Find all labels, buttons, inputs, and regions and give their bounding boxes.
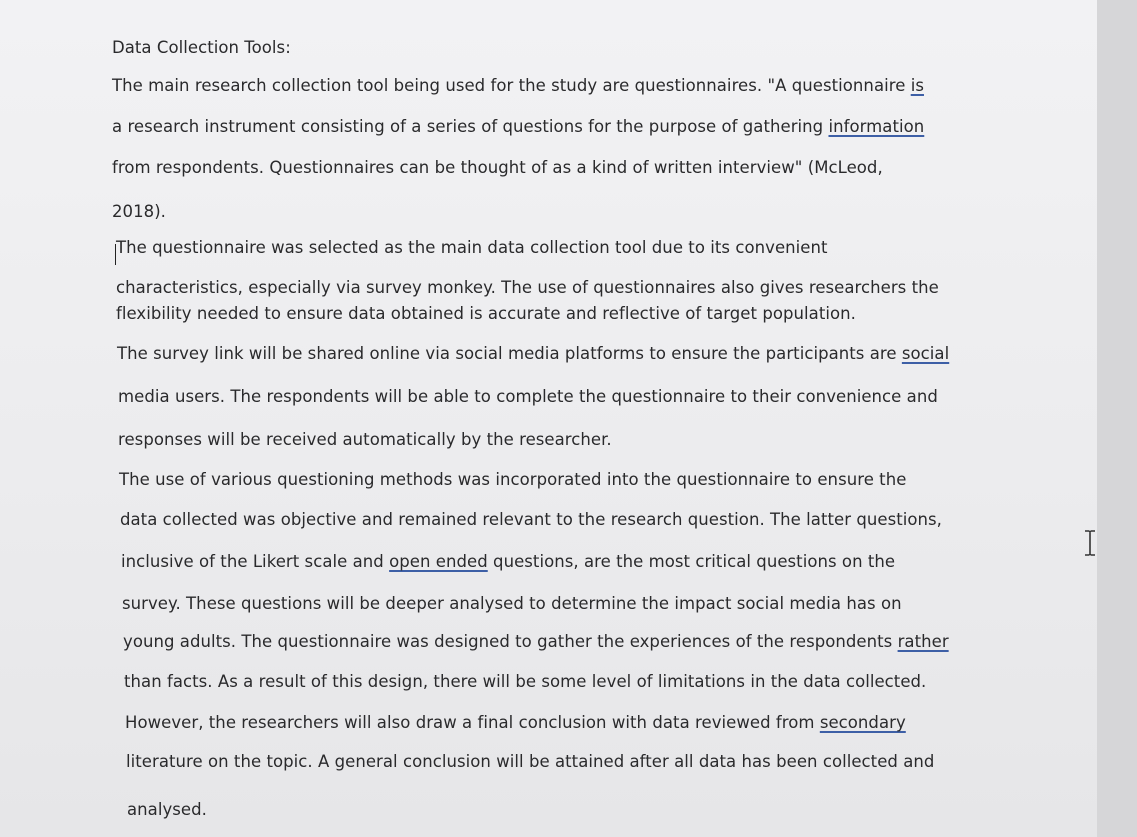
page-margin [1097, 0, 1137, 837]
paragraph-line: responses will be received automatically by the researcher. [118, 430, 612, 449]
paragraph-line: The use of various questioning methods was incorporated into the questionnaire to ensure the [119, 470, 907, 489]
spellcheck-underline: social [901, 344, 950, 363]
section-heading: Data Collection Tools: [112, 38, 291, 57]
paragraph-line: The survey link will be shared online via social media platforms to ensure the participants are social [117, 344, 950, 363]
paragraph-line: analysed. [127, 800, 207, 819]
paragraph-line: a research instrument consisting of a series of questions for the purpose of gathering information [112, 117, 925, 136]
paragraph-line: media users. The respondents will be able to complete the questionnaire to their convenience and [118, 387, 938, 406]
spellcheck-underline: open ended [389, 552, 488, 571]
spellcheck-underline: rather [897, 632, 949, 651]
paragraph-line: 2018). [112, 202, 166, 221]
ibeam-cursor-icon [1082, 530, 1097, 556]
paragraph-line: young adults. The questionnaire was designed to gather the experiences of the respondents rather [123, 632, 949, 651]
paragraph-line: from respondents. Questionnaires can be thought of as a kind of written interview" (McLeod, [112, 158, 883, 177]
paragraph-line: However, the researchers will also draw a final conclusion with data reviewed from secondary [125, 713, 906, 732]
paragraph-line: The main research collection tool being used for the study are questionnaires. "A questionnaire is [112, 76, 924, 95]
paragraph-line: data collected was objective and remained relevant to the research question. The latter questions, [120, 510, 942, 529]
paragraph-line: The questionnaire was selected as the main data collection tool due to its convenient [116, 238, 828, 257]
paragraph-line: inclusive of the Likert scale and open ended questions, are the most critical questions on the [121, 552, 896, 571]
paragraph-line: characteristics, especially via survey monkey. The use of questionnaires also gives researchers the [116, 278, 939, 297]
paragraph-line: literature on the topic. A general conclusion will be attained after all data has been collected and [126, 752, 935, 771]
spellcheck-underline: secondary [819, 713, 906, 732]
paragraph-line: flexibility needed to ensure data obtained is accurate and reflective of target population. [116, 304, 856, 323]
spellcheck-underline: information [828, 117, 925, 136]
spellcheck-underline: is [910, 76, 924, 95]
paragraph-line: survey. These questions will be deeper analysed to determine the impact social media has on [122, 594, 902, 613]
paragraph-line: than facts. As a result of this design, there will be some level of limitations in the data collected. [124, 672, 927, 691]
